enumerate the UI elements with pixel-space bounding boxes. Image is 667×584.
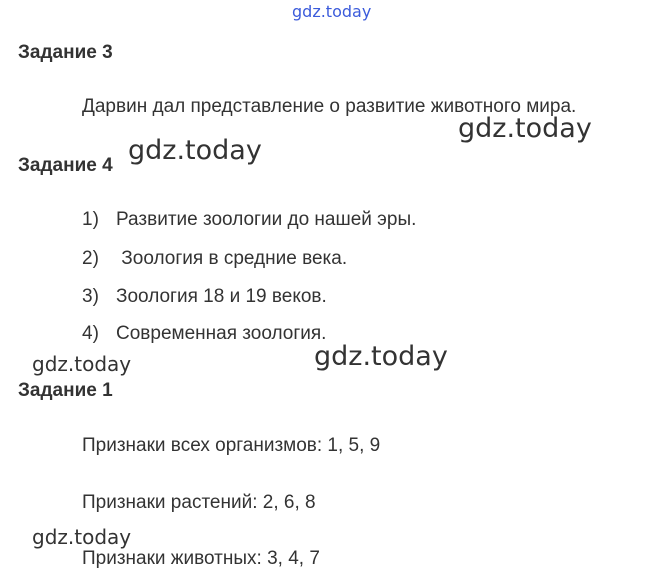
task4-heading: Задание 4	[18, 155, 113, 176]
watermark-left-small: gdz.today	[32, 352, 132, 376]
watermark-top: gdz.today	[292, 2, 372, 21]
task4-item-number: 4)	[82, 323, 99, 344]
task4-item-text: Зоология 18 и 19 веков.	[116, 286, 327, 307]
watermark-bottom-left: gdz.today	[32, 525, 132, 549]
task1-line: Признаки животных: 3, 4, 7	[82, 548, 320, 569]
task3-heading: Задание 3	[18, 42, 113, 63]
task4-item-text: Современная зоология.	[116, 323, 327, 344]
task4-item-text: Развитие зоологии до нашей эры.	[116, 209, 417, 230]
watermark-center: gdz.today	[314, 341, 448, 372]
task4-item	[82, 323, 326, 345]
task4-item	[82, 286, 327, 308]
task4-item	[82, 248, 347, 270]
task3-text: Дарвин дал представление о развитие животного мира.	[82, 96, 577, 117]
task1-line: Признаки растений: 2, 6, 8	[82, 492, 316, 513]
task4-item-number: 1)	[82, 209, 99, 230]
task1-line: Признаки всех организмов: 1, 5, 9	[82, 435, 381, 456]
watermark-mid-right: gdz.today	[458, 113, 592, 144]
task4-item-number: 3)	[82, 286, 99, 307]
task4-item	[82, 209, 416, 231]
task4-item-number: 2)	[82, 248, 99, 269]
watermark-beside-task4: gdz.today	[128, 135, 262, 166]
task4-item-text: Зоология в средние века.	[116, 248, 348, 269]
task1-heading: Задание 1	[18, 380, 113, 401]
